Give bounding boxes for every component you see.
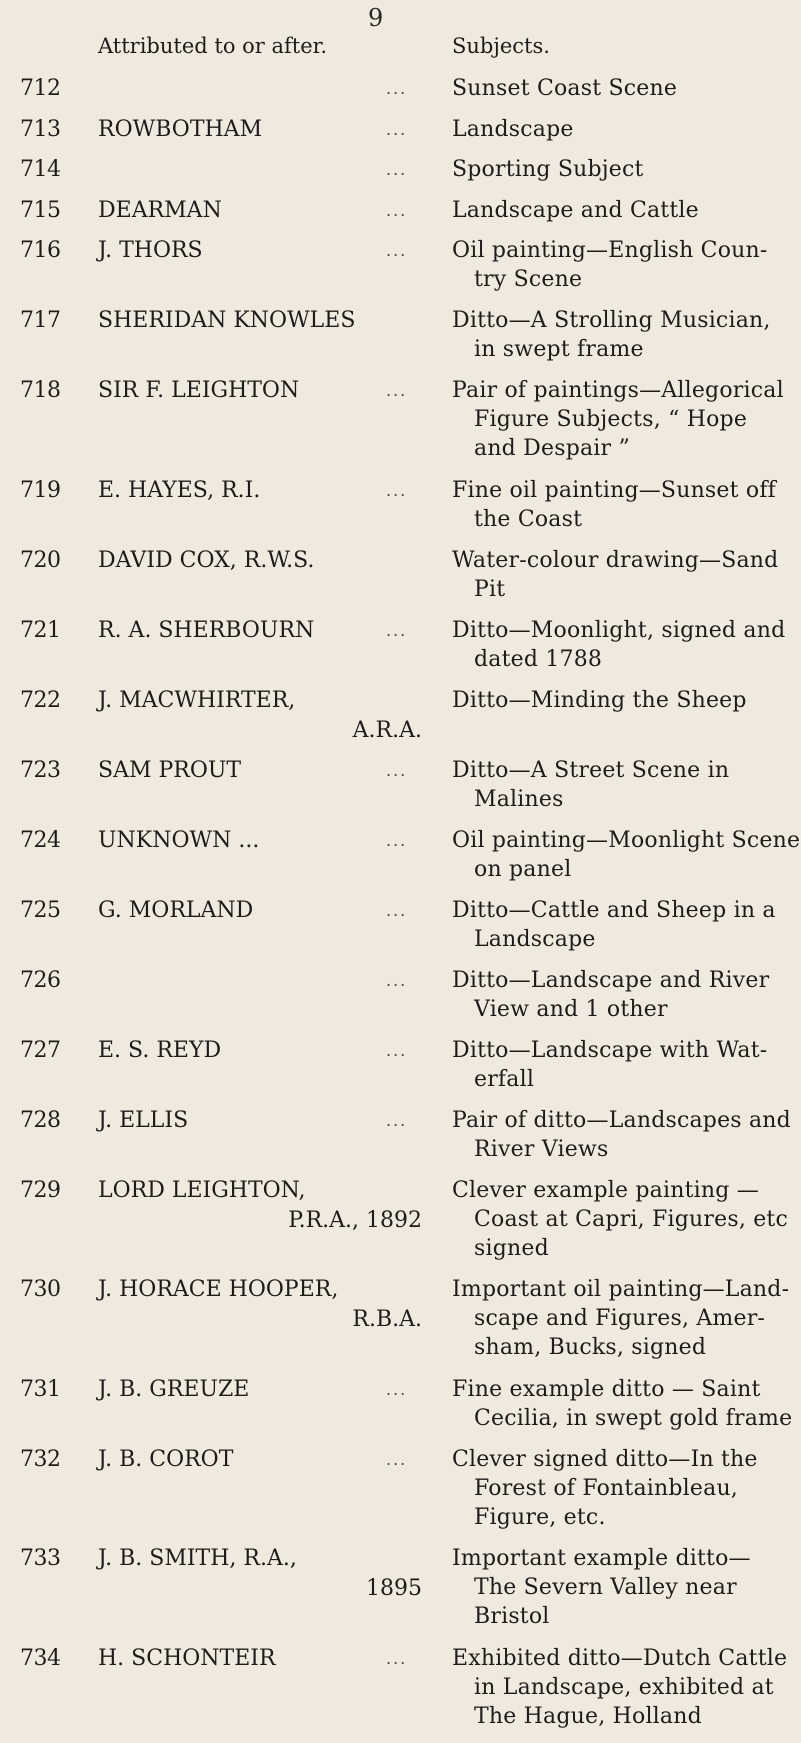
subject-line: Clever signed ditto—In the — [452, 1445, 792, 1474]
lot-row — [0, 616, 801, 686]
leader-dots: ... — [386, 966, 448, 996]
subject-line: Sunset Coast Scene — [452, 74, 792, 103]
header-attributed: Attributed to or after. — [98, 34, 327, 58]
lot-row — [0, 476, 801, 546]
leader-dots: ... — [386, 376, 448, 406]
leader-dots: ... — [386, 1375, 448, 1405]
lot-number: 718 — [20, 376, 68, 406]
lot-number: 731 — [20, 1375, 68, 1405]
lot-artist — [98, 826, 428, 856]
lot-artist — [98, 376, 428, 406]
subject-line: Ditto—Landscape and River — [452, 966, 792, 995]
leader-dots: ... — [386, 756, 448, 786]
header-subjects: Subjects. — [452, 34, 550, 58]
subject-line: Figure Subjects, “ Hope — [452, 405, 792, 434]
lot-artist — [98, 1036, 428, 1066]
subject-line: try Scene — [452, 265, 792, 294]
lot-artist — [98, 686, 428, 746]
subject-line: in Landscape, exhibited at — [452, 1673, 792, 1702]
lot-number: 720 — [20, 546, 68, 576]
subject-line: Figure, etc. — [452, 1503, 792, 1532]
lot-artist — [98, 966, 428, 996]
artist-line: J. HORACE HOOPER, — [98, 1275, 428, 1305]
artist-line: E. S. REYD — [98, 1036, 428, 1066]
lot-artist — [98, 1176, 428, 1236]
artist-line: P.R.A., 1892 — [98, 1206, 428, 1236]
lot-subject — [452, 546, 792, 604]
subject-line: Forest of Fontainbleau, — [452, 1474, 792, 1503]
subject-line: Oil painting—Moonlight Scene — [452, 826, 792, 855]
artist-line: J. B. GREUZE — [98, 1375, 428, 1405]
artist-line: LORD LEIGHTON, — [98, 1176, 428, 1206]
artist-line: SHERIDAN KNOWLES — [98, 306, 428, 336]
lot-number: 716 — [20, 236, 68, 266]
subject-line: Landscape and Cattle — [452, 196, 792, 225]
lot-row — [0, 966, 801, 1036]
lot-subject — [452, 476, 792, 534]
lot-subject — [452, 376, 792, 463]
lot-row — [0, 1036, 801, 1106]
lot-number: 729 — [20, 1176, 68, 1206]
lot-artist — [98, 115, 428, 145]
lot-artist — [98, 756, 428, 786]
lot-row — [0, 376, 801, 476]
artist-line: J. MACWHIRTER, — [98, 686, 428, 716]
subject-line: Malines — [452, 785, 792, 814]
lot-artist — [98, 546, 428, 576]
lot-number: 728 — [20, 1106, 68, 1136]
leader-dots: ... — [386, 1036, 448, 1066]
subject-line: on panel — [452, 855, 792, 884]
lot-number: 712 — [20, 74, 68, 104]
lot-row — [0, 1544, 801, 1644]
subject-line: Ditto—Moonlight, signed and — [452, 616, 792, 645]
leader-dots: ... — [386, 1445, 448, 1475]
lot-subject — [452, 1275, 792, 1362]
lot-list — [0, 74, 801, 1743]
subject-line: sham, Bucks, signed — [452, 1333, 792, 1362]
lot-row — [0, 306, 801, 376]
artist-line: DEARMAN — [98, 196, 428, 226]
subject-line: Water-colour drawing—Sand — [452, 546, 792, 575]
artist-line — [98, 155, 428, 185]
subject-line: Ditto—Minding the Sheep — [452, 686, 792, 715]
lot-subject — [452, 616, 792, 674]
lot-row — [0, 236, 801, 306]
lot-artist — [98, 1445, 428, 1475]
subject-line: Sporting Subject — [452, 155, 792, 184]
lot-number: 730 — [20, 1275, 68, 1305]
lot-number: 721 — [20, 616, 68, 646]
lot-subject — [452, 896, 792, 954]
lot-number: 725 — [20, 896, 68, 926]
subject-line: Pair of paintings—Allegorical — [452, 376, 792, 405]
lot-artist — [98, 1544, 428, 1604]
lot-subject — [452, 236, 792, 294]
artist-line: A.R.A. — [98, 716, 428, 746]
lot-subject — [452, 826, 792, 884]
artist-line: E. HAYES, R.I. — [98, 476, 428, 506]
lot-artist — [98, 1275, 428, 1335]
lot-row — [0, 686, 801, 756]
leader-dots: ... — [386, 155, 448, 185]
lot-number: 724 — [20, 826, 68, 856]
artist-line: SAM PROUT — [98, 756, 428, 786]
subject-line: River Views — [452, 1135, 792, 1164]
artist-line: J. ELLIS — [98, 1106, 428, 1136]
lot-number: 719 — [20, 476, 68, 506]
artist-line: 1895 — [98, 1574, 428, 1604]
leader-dots: ... — [386, 896, 448, 926]
lot-artist — [98, 306, 428, 336]
leader-dots: ... — [386, 1644, 448, 1674]
lot-row — [0, 756, 801, 826]
leader-dots: ... — [386, 616, 448, 646]
lot-artist — [98, 616, 428, 646]
subject-line: Ditto—Cattle and Sheep in a — [452, 896, 792, 925]
subject-line: signed — [452, 1234, 792, 1263]
lot-subject — [452, 306, 792, 364]
subject-line: Pit — [452, 575, 792, 604]
artist-line — [98, 74, 428, 104]
lot-row — [0, 155, 801, 196]
subject-line: Fine example ditto — Saint — [452, 1375, 792, 1404]
lot-artist — [98, 896, 428, 926]
subject-line: erfall — [452, 1065, 792, 1094]
subject-line: Bristol — [452, 1602, 792, 1631]
artist-line: J. THORS — [98, 236, 428, 266]
lot-row — [0, 826, 801, 896]
page-number: 9 — [368, 4, 383, 32]
artist-line: DAVID COX, R.W.S. — [98, 546, 428, 576]
lot-number: 722 — [20, 686, 68, 716]
lot-artist — [98, 476, 428, 506]
lot-number: 727 — [20, 1036, 68, 1066]
subject-line: Cecilia, in swept gold frame — [452, 1404, 792, 1433]
artist-line: J. B. SMITH, R.A., — [98, 1544, 428, 1574]
lot-subject — [452, 1644, 792, 1731]
artist-line: R. A. SHERBOURN — [98, 616, 428, 646]
lot-subject — [452, 686, 792, 715]
leader-dots: ... — [386, 196, 448, 226]
leader-dots: ... — [386, 115, 448, 145]
artist-line: ROWBOTHAM — [98, 115, 428, 145]
lot-row — [0, 546, 801, 616]
lot-artist — [98, 155, 428, 185]
leader-dots: ... — [386, 74, 448, 104]
lot-artist — [98, 1106, 428, 1136]
lot-artist — [98, 1375, 428, 1405]
lot-subject — [452, 1106, 792, 1164]
subject-line: Landscape — [452, 115, 792, 144]
subject-line: Clever example painting — — [452, 1176, 792, 1205]
lot-number: 733 — [20, 1544, 68, 1574]
artist-line: G. MORLAND — [98, 896, 428, 926]
lot-row — [0, 896, 801, 966]
subject-line: Exhibited ditto—Dutch Cattle — [452, 1644, 792, 1673]
lot-number: 734 — [20, 1644, 68, 1674]
lot-subject — [452, 74, 792, 103]
lot-number: 715 — [20, 196, 68, 226]
subject-line: scape and Figures, Amer- — [452, 1304, 792, 1333]
artist-line: R.B.A. — [98, 1305, 428, 1335]
leader-dots: ... — [386, 476, 448, 506]
subject-line: the Coast — [452, 505, 792, 534]
lot-subject — [452, 155, 792, 184]
leader-dots: ... — [386, 1106, 448, 1136]
lot-subject — [452, 966, 792, 1024]
lot-row — [0, 196, 801, 237]
subject-line: Pair of ditto—Landscapes and — [452, 1106, 792, 1135]
subject-line: in swept frame — [452, 335, 792, 364]
subject-line: Oil painting—English Coun- — [452, 236, 792, 265]
lot-artist — [98, 236, 428, 266]
lot-row — [0, 1644, 801, 1743]
leader-dots: ... — [386, 826, 448, 856]
lot-number: 714 — [20, 155, 68, 185]
lot-row — [0, 1445, 801, 1545]
subject-line: Ditto—A Street Scene in — [452, 756, 792, 785]
lot-subject — [452, 1375, 792, 1433]
lot-subject — [452, 1176, 792, 1263]
subject-line: dated 1788 — [452, 645, 792, 674]
lot-artist — [98, 74, 428, 104]
lot-number: 717 — [20, 306, 68, 336]
lot-row — [0, 1375, 801, 1445]
lot-row — [0, 115, 801, 156]
lot-number: 723 — [20, 756, 68, 786]
subject-line: The Severn Valley near — [452, 1573, 792, 1602]
lot-row — [0, 74, 801, 115]
lot-row — [0, 1176, 801, 1276]
artist-line: SIR F. LEIGHTON — [98, 376, 428, 406]
lot-row — [0, 1275, 801, 1375]
lot-subject — [452, 1036, 792, 1094]
artist-line: H. SCHONTEIR — [98, 1644, 428, 1674]
subject-line: Important example ditto— — [452, 1544, 792, 1573]
lot-subject — [452, 756, 792, 814]
subject-line: Coast at Capri, Figures, etc — [452, 1205, 792, 1234]
subject-line: Ditto—A Strolling Musician, — [452, 306, 792, 335]
lot-number: 726 — [20, 966, 68, 996]
subject-line: View and 1 other — [452, 995, 792, 1024]
lot-artist — [98, 1644, 428, 1674]
lot-subject — [452, 1445, 792, 1532]
subject-line: The Hague, Holland — [452, 1702, 792, 1731]
lot-subject — [452, 196, 792, 225]
lot-number: 732 — [20, 1445, 68, 1475]
subject-line: Important oil painting—Land- — [452, 1275, 792, 1304]
subject-line: Fine oil painting—Sunset off — [452, 476, 792, 505]
lot-row — [0, 1106, 801, 1176]
subject-line: Ditto—Landscape with Wat- — [452, 1036, 792, 1065]
artist-line — [98, 966, 428, 996]
leader-dots: ... — [386, 236, 448, 266]
artist-line: UNKNOWN ... — [98, 826, 428, 856]
lot-number: 713 — [20, 115, 68, 145]
subject-line: Landscape — [452, 925, 792, 954]
lot-subject — [452, 115, 792, 144]
artist-line: J. B. COROT — [98, 1445, 428, 1475]
lot-artist — [98, 196, 428, 226]
subject-line: and Despair ” — [452, 434, 792, 463]
lot-subject — [452, 1544, 792, 1631]
